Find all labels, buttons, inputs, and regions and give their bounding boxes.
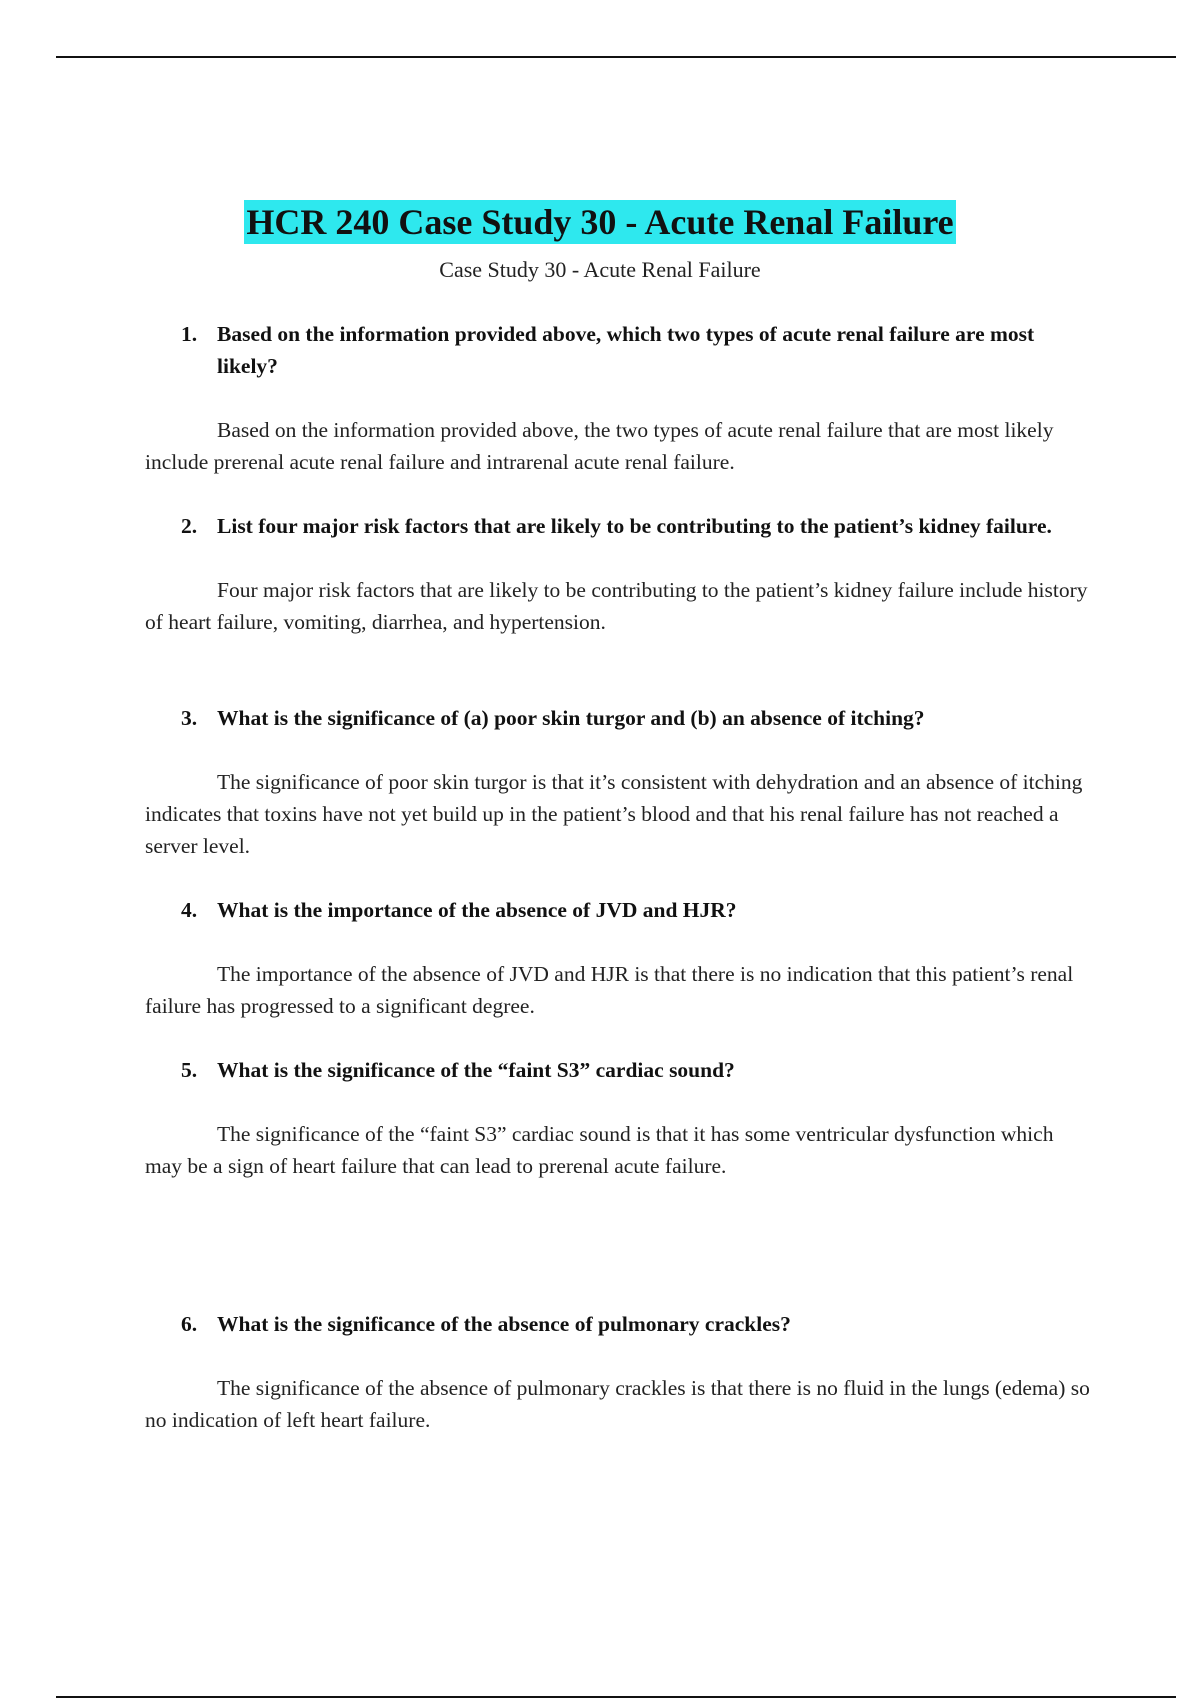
question xyxy=(145,702,1090,734)
question-text: What is the significance of the absence of pulmonary crackles? xyxy=(217,1312,791,1336)
question xyxy=(145,510,1090,542)
question-number: 1. xyxy=(181,322,198,346)
qa-item-3 xyxy=(145,702,1090,862)
answer-text: Four major risk factors that are likely to be contributing to the patient’s kidney failure include history of heart failure, vomiting, diarrhea, and hypertension. xyxy=(145,578,1088,634)
question xyxy=(145,894,1090,926)
qa-item-2 xyxy=(145,510,1090,638)
question-number: 3. xyxy=(181,706,198,730)
question-number: 4. xyxy=(181,898,198,922)
answer-text: Based on the information provided above, the two types of acute renal failure that are most likely include prerenal acute renal failure and intrarenal acute renal failure. xyxy=(145,418,1054,474)
answer-text: The significance of poor skin turgor is that it’s consistent with dehydration and an absence of itching indicates that toxins have not yet build up in the patient’s blood and that his renal failure has not reached a server level. xyxy=(145,770,1083,858)
qa-item-4 xyxy=(145,894,1090,1022)
answer-text: The significance of the absence of pulmonary crackles is that there is no fluid in the lungs (edema) so no indication of left heart failure. xyxy=(145,1376,1090,1432)
question xyxy=(145,1308,1090,1340)
top-rule xyxy=(56,56,1176,58)
question-number: 6. xyxy=(181,1312,198,1336)
answer-text: The significance of the “faint S3” cardiac sound is that it has some ventricular dysfunction which may be a sign of heart failure that can lead to prerenal acute failure. xyxy=(145,1122,1054,1178)
question-text: What is the importance of the absence of JVD and HJR? xyxy=(217,898,737,922)
page-title: HCR 240 Case Study 30 - Acute Renal Failure xyxy=(246,202,954,242)
qa-item-1 xyxy=(145,318,1090,478)
question-number: 5. xyxy=(181,1058,198,1082)
question-text: What is the significance of (a) poor skin turgor and (b) an absence of itching? xyxy=(217,706,925,730)
bottom-rule xyxy=(56,1696,1176,1698)
qa-item-5 xyxy=(145,1054,1090,1182)
page-subtitle: Case Study 30 - Acute Renal Failure xyxy=(439,257,761,282)
qa-item-6 xyxy=(145,1308,1090,1436)
answer-text: The importance of the absence of JVD and HJR is that there is no indication that this patient’s renal failure has progressed to a significant degree. xyxy=(145,962,1074,1018)
question xyxy=(145,1054,1090,1086)
question-text: What is the significance of the “faint S3” cardiac sound? xyxy=(217,1058,735,1082)
question xyxy=(145,318,1090,382)
question-text: List four major risk factors that are likely to be contributing to the patient’s kidney failure. xyxy=(217,514,1052,538)
title-wrap xyxy=(0,200,1200,244)
question-number: 2. xyxy=(181,514,198,538)
question-text: Based on the information provided above, which two types of acute renal failure are most likely? xyxy=(217,322,1035,378)
